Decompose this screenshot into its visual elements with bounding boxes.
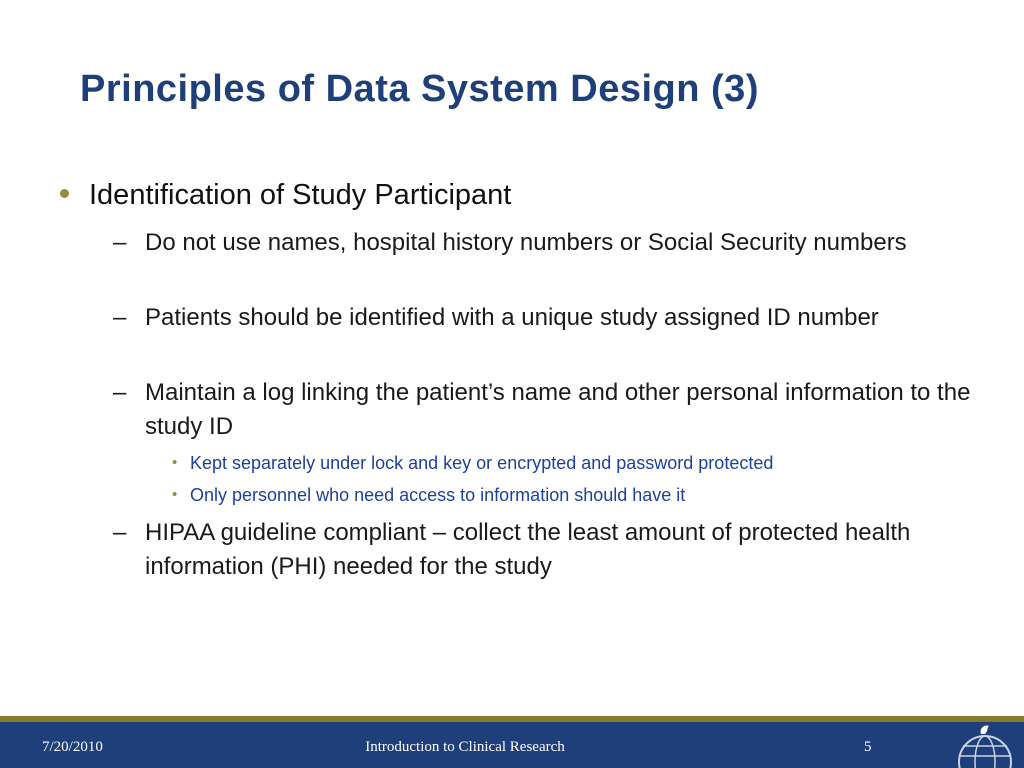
subbullet-item [113,301,975,335]
footer-title: Introduction to Clinical Research [365,739,565,755]
round-bullet-icon [60,189,69,198]
subbullet-item [113,226,975,260]
subbullet-text: Do not use names, hospital history numbers or Social Security numbers [145,229,907,256]
subbullet-text: Patients should be identified with a unique study assigned ID number [145,304,879,331]
subsubbullet-text: Only personnel who need access to information should have it [190,485,686,505]
slide-footer [0,722,1024,768]
subbullet-item [113,376,975,444]
subbullet-text: HIPAA guideline compliant – collect the least amount of protected health information (PHI) needed for the study [145,519,911,580]
subbullet-item [113,516,975,584]
subsubbullet-text: Kept separately under lock and key or encrypted and password protected [190,453,774,473]
subsubbullet-item [172,451,990,475]
page-number: 5 [864,739,872,755]
dash-bullet-icon: – [113,519,127,546]
dash-bullet-icon: – [113,229,127,256]
dash-bullet-icon: – [113,304,127,331]
subbullet-text: Maintain a log linking the patient’s name and other personal information to the study ID [145,379,971,440]
dash-bullet-icon: – [113,379,127,406]
institution-logo-icon [955,722,1019,768]
round-bullet-icon: • [172,454,178,471]
subsubbullet-item [172,483,990,507]
round-bullet-icon: • [172,486,178,503]
footer-date: 7/20/2010 [42,739,103,755]
bullet-level1-text: Identification of Study Participant [89,179,512,211]
slide-title: Principles of Data System Design (3) [80,68,759,110]
